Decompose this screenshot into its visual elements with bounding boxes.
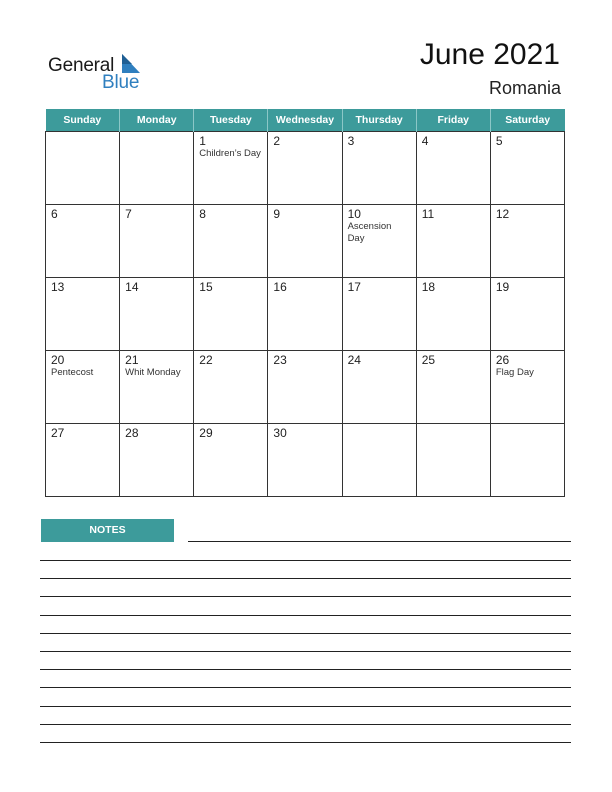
day-number: 23 xyxy=(273,353,287,367)
notes-line xyxy=(40,706,571,707)
calendar-day-cell xyxy=(416,132,490,205)
calendar-day-cell xyxy=(120,132,194,205)
holiday-label: Children’s Day xyxy=(199,148,261,159)
calendar-week xyxy=(46,205,565,278)
notes-line xyxy=(40,651,571,652)
day-number: 2 xyxy=(273,134,281,148)
day-number: 9 xyxy=(273,207,281,221)
notes-line xyxy=(40,578,571,579)
day-number: 8 xyxy=(199,207,206,221)
day-number: 14 xyxy=(125,280,139,294)
calendar-day-cell xyxy=(342,205,416,278)
calendar-day-cell xyxy=(490,351,564,424)
calendar-day-cell xyxy=(342,278,416,351)
calendar-day-cell xyxy=(342,351,416,424)
day-number: 29 xyxy=(199,426,213,440)
day-number: 7 xyxy=(125,207,132,221)
notes-label: NOTES xyxy=(41,519,174,542)
weekday-thursday: Thursday xyxy=(342,109,416,132)
day-number: 24 xyxy=(347,353,361,367)
calendar-day-cell xyxy=(268,278,342,351)
day-number: 30 xyxy=(273,426,287,440)
day-number: 27 xyxy=(51,426,65,440)
holiday-label: Whit Monday xyxy=(125,367,181,378)
holiday-label: Ascension Day xyxy=(347,221,392,244)
weekday-wednesday: Wednesday xyxy=(268,109,342,132)
generalblue-logo xyxy=(48,54,148,94)
calendar-day-cell xyxy=(46,351,120,424)
day-number: 11 xyxy=(421,207,435,221)
day-number: 26 xyxy=(495,353,510,367)
calendar-day-cell xyxy=(194,278,268,351)
calendar-week xyxy=(46,424,565,497)
notes-line xyxy=(40,633,571,634)
calendar-day-cell xyxy=(416,205,490,278)
calendar-day-cell xyxy=(268,424,342,497)
day-number: 21 xyxy=(125,353,139,367)
calendar-day-cell xyxy=(342,132,416,205)
day-number: 28 xyxy=(125,426,139,440)
holiday-label: Pentecost xyxy=(51,367,94,378)
day-number: 18 xyxy=(421,280,436,294)
day-number: 4 xyxy=(421,134,429,148)
calendar-day-cell xyxy=(268,205,342,278)
day-number: 22 xyxy=(199,353,213,367)
calendar-day-cell xyxy=(120,205,194,278)
day-number: 16 xyxy=(273,280,287,294)
day-number: 5 xyxy=(495,134,503,148)
day-number: 10 xyxy=(347,207,361,221)
notes-line xyxy=(40,596,571,597)
calendar-day-cell xyxy=(416,351,490,424)
calendar-week xyxy=(46,351,565,424)
day-number: 19 xyxy=(495,280,510,294)
weekday-friday: Friday xyxy=(416,109,490,132)
calendar-day-cell xyxy=(490,205,564,278)
day-number: 17 xyxy=(347,280,361,294)
day-number: 13 xyxy=(51,280,65,294)
calendar-week xyxy=(46,278,565,351)
calendar-day-cell xyxy=(490,278,564,351)
calendar-day-cell xyxy=(120,351,194,424)
day-number: 3 xyxy=(347,134,355,148)
day-number: 15 xyxy=(199,280,213,294)
calendar-day-cell xyxy=(194,205,268,278)
calendar-grid xyxy=(45,109,565,497)
notes-line xyxy=(40,615,571,616)
calendar-day-cell xyxy=(194,424,268,497)
notes-line xyxy=(40,742,571,743)
weekday-header-row xyxy=(46,109,565,132)
logo-text-blue: Blue xyxy=(102,72,140,93)
country-name: Romania xyxy=(488,78,561,98)
calendar-day-cell xyxy=(46,278,120,351)
notes-line xyxy=(40,687,571,688)
calendar-day-cell xyxy=(194,132,268,205)
calendar-week xyxy=(46,132,565,205)
notes-line xyxy=(40,560,571,561)
calendar-day-cell xyxy=(194,351,268,424)
calendar-day-cell xyxy=(120,278,194,351)
flag-icon xyxy=(120,54,142,74)
weekday-sunday: Sunday xyxy=(46,109,120,132)
day-number: 1 xyxy=(199,134,206,148)
notes-line xyxy=(188,541,571,542)
calendar-day-cell xyxy=(120,424,194,497)
calendar-day-cell xyxy=(46,132,120,205)
calendar-day-cell xyxy=(490,424,564,497)
day-number: 25 xyxy=(421,353,436,367)
day-number: 6 xyxy=(51,207,58,221)
calendar-day-cell xyxy=(268,132,342,205)
weekday-saturday: Saturday xyxy=(490,109,564,132)
page-title: June 2021 xyxy=(419,38,560,71)
calendar-day-cell xyxy=(46,424,120,497)
calendar-day-cell xyxy=(342,424,416,497)
calendar-day-cell xyxy=(490,132,564,205)
calendar-day-cell xyxy=(268,351,342,424)
day-number: 12 xyxy=(495,207,510,221)
calendar-body xyxy=(46,132,565,497)
calendar-day-cell xyxy=(416,278,490,351)
notes-line xyxy=(40,669,571,670)
notes-line xyxy=(40,724,571,725)
logo-text-general: General xyxy=(48,55,115,76)
day-number: 20 xyxy=(51,353,65,367)
weekday-tuesday: Tuesday xyxy=(194,109,268,132)
calendar-day-cell xyxy=(416,424,490,497)
holiday-label: Flag Day xyxy=(495,367,534,378)
calendar-day-cell xyxy=(46,205,120,278)
weekday-monday: Monday xyxy=(120,109,194,132)
